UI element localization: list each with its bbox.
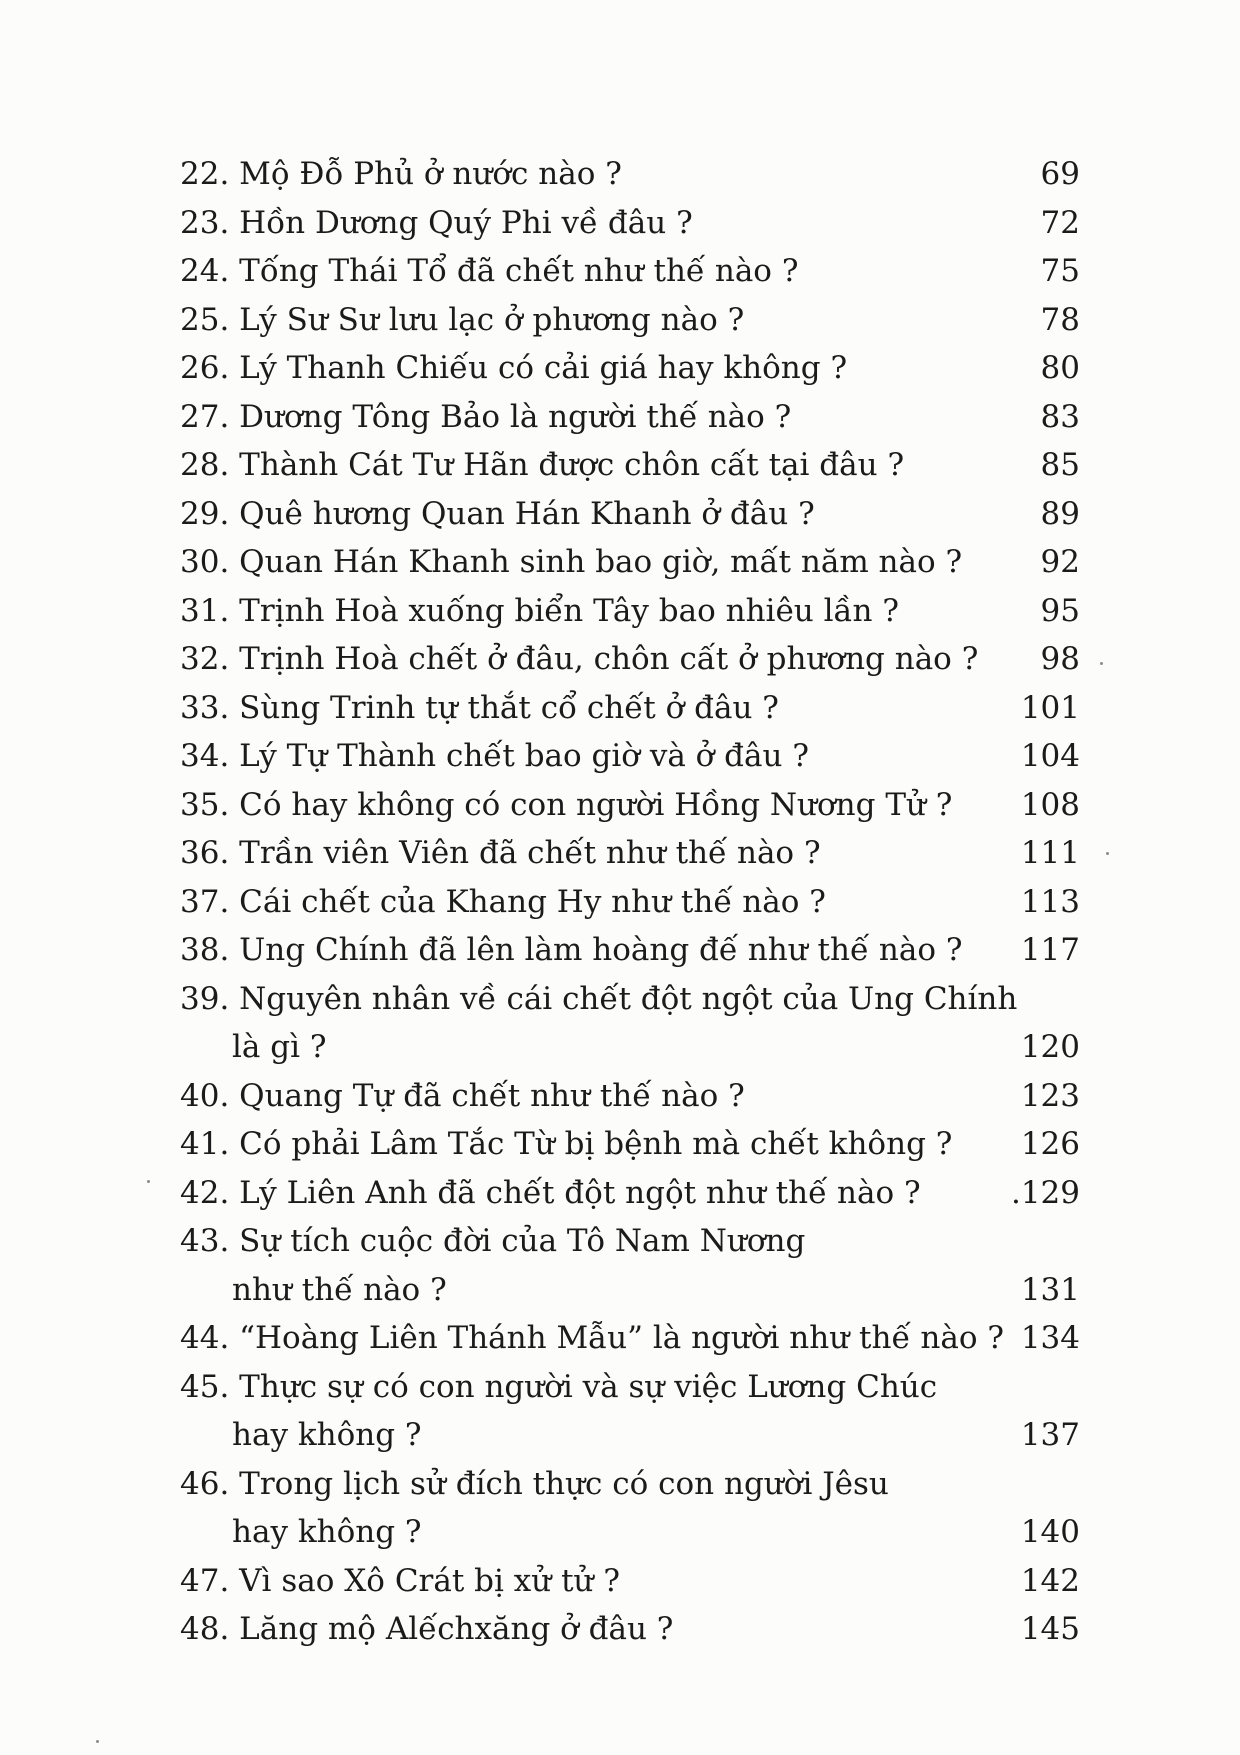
toc-entry-text: Thành Cát Tư Hãn được chôn cất tại đâu ? <box>239 447 905 483</box>
toc-entry-text: Mộ Đỗ Phủ ở nước nào ? <box>239 156 622 192</box>
toc-entry-text: Sự tích cuộc đời của Tô Nam Nương <box>239 1223 806 1259</box>
scan-speck <box>147 1180 150 1183</box>
toc-entry-text: Tống Thái Tổ đã chết như thế nào ? <box>239 253 799 289</box>
toc-entry <box>180 1171 1040 1215</box>
toc-entry-title <box>180 346 847 390</box>
toc-entry-title <box>180 880 826 924</box>
toc-entry <box>180 1365 1040 1409</box>
toc-entry-page-number: 142 <box>1020 1562 1080 1599</box>
toc-entry-text: Vì sao Xô Crát bị xử tử ? <box>239 1562 620 1599</box>
toc-entry-text: Lý Tự Thành chết bao giờ và ở đâu ? <box>239 738 809 774</box>
toc-entry-page-number: 80 <box>1040 350 1080 386</box>
toc-entry-text: Có hay không có con người Hồng Nương Tử ? <box>239 786 953 823</box>
toc-entry-number: 22. <box>180 156 230 192</box>
toc-entry-text: Cái chết của Khang Hy như thế nào ? <box>239 883 826 920</box>
toc-entry <box>180 1559 1040 1603</box>
toc-entry-text: Thực sự có con người và sự việc Lương Chúc <box>239 1368 938 1405</box>
toc-entry-text: Quan Hán Khanh sinh bao giờ, mất năm nào ? <box>239 544 963 580</box>
toc-entry-text: Sùng Trinh tự thắt cổ chết ở đâu ? <box>239 689 779 726</box>
toc-entry-page-number: 69 <box>1040 156 1080 192</box>
toc-entry-number: 43. <box>180 1223 230 1259</box>
toc-entry-page-number: 83 <box>1040 398 1080 435</box>
toc-entry-page-number: 85 <box>1040 447 1080 483</box>
toc-entry-page-number: .129 <box>1010 1174 1080 1211</box>
toc-entry-text: Có phải Lâm Tắc Từ bị bệnh mà chết không ? <box>239 1126 953 1162</box>
toc-entry-title <box>180 1462 889 1506</box>
toc-entry-number: 45. <box>180 1368 230 1405</box>
toc-entry-text: “Hoàng Liên Thánh Mẫu” là người như thế nào ? <box>239 1320 1004 1356</box>
toc-entry-page-number: 126 <box>1020 1126 1080 1162</box>
toc-entry-number: 35. <box>180 786 230 823</box>
toc-entry-number: 30. <box>180 544 230 580</box>
toc-entry-text: Dương Tông Bảo là người thế nào ? <box>239 398 792 435</box>
toc-entry <box>180 298 1040 342</box>
toc-entry-page-number: 120 <box>1020 1029 1080 1065</box>
toc-entry-title <box>180 1122 952 1166</box>
toc-entry-text: Trịnh Hoà chết ở đâu, chôn cất ở phương nào ? <box>239 641 979 677</box>
toc-entry-title <box>180 540 962 584</box>
toc-entry-number: 24. <box>180 253 230 289</box>
toc-entry-continuation: như thế nào ? <box>232 1271 447 1308</box>
toc-entry-number: 31. <box>180 592 230 629</box>
toc-entry-page-number: 101 <box>1020 689 1080 726</box>
toc-entry-title <box>180 783 952 827</box>
toc-entry <box>180 977 1040 1021</box>
toc-entry <box>180 831 1040 875</box>
toc-entry-page-number: 131 <box>1020 1271 1080 1308</box>
toc-entry-continuation: hay không ? <box>232 1417 422 1453</box>
toc-entry-text: Trịnh Hoà xuống biển Tây bao nhiêu lần ? <box>239 592 899 629</box>
toc-entry-continuation: là gì ? <box>232 1029 327 1065</box>
toc-entry-title <box>180 589 899 633</box>
toc-entry-text: Quê hương Quan Hán Khanh ở đâu ? <box>239 495 815 532</box>
toc-entry-page-number: 95 <box>1040 592 1080 629</box>
toc-entry <box>180 443 1040 487</box>
toc-entry-title <box>180 298 744 342</box>
toc-entry <box>180 880 1040 924</box>
toc-entry <box>180 395 1040 439</box>
toc-entry <box>180 346 1040 390</box>
toc-entry-page-number: 145 <box>1020 1611 1080 1647</box>
toc-entry-text: Trần viên Viên đã chết như thế nào ? <box>239 835 821 871</box>
toc-entry-number: 44. <box>180 1320 230 1356</box>
toc-entry-number: 27. <box>180 398 230 435</box>
toc-entry-number: 25. <box>180 301 230 338</box>
toc-entry-text: Trong lịch sử đích thực có con người Jêsu <box>239 1465 889 1502</box>
toc-entry-title <box>180 686 779 730</box>
toc-entry-number: 47. <box>180 1562 230 1599</box>
scan-speck <box>96 1740 99 1743</box>
toc-entry-number: 41. <box>180 1126 230 1162</box>
toc-entry-title <box>180 1316 1004 1360</box>
toc-entry-title <box>180 1365 937 1409</box>
toc-entry <box>180 1316 1040 1360</box>
toc-entry-title <box>180 1559 620 1603</box>
toc-entry-number: 40. <box>180 1077 230 1114</box>
toc-entry-title <box>180 1074 745 1118</box>
toc-entry-number: 39. <box>180 980 230 1017</box>
toc-entry-title <box>180 1607 673 1651</box>
toc-entry-number: 29. <box>180 495 230 532</box>
toc-entry-number: 34. <box>180 738 230 774</box>
toc-entry <box>180 734 1040 778</box>
toc-entry-number: 26. <box>180 350 230 386</box>
toc-entry-page-number: 117 <box>1020 932 1080 968</box>
toc-entry-continuation: hay không ? <box>232 1514 422 1550</box>
toc-entry-page-number: 92 <box>1040 544 1080 580</box>
toc-entry <box>180 540 1040 584</box>
toc-entry-text: Nguyên nhân về cái chết đột ngột của Ung Chính <box>239 980 1018 1017</box>
toc-entry-page-number: 98 <box>1040 641 1080 677</box>
toc-entry-page-number: 123 <box>1020 1077 1080 1114</box>
toc-entry <box>180 1462 1040 1506</box>
toc-entry <box>180 1607 1040 1651</box>
toc-entry-number: 23. <box>180 204 230 241</box>
toc-entry-title <box>180 492 815 536</box>
toc-entry-page-number: 111 <box>1020 835 1080 871</box>
toc-entry-text: Lý Thanh Chiếu có cải giá hay không ? <box>239 350 848 386</box>
toc-entry-title <box>180 249 798 293</box>
toc-entry <box>180 686 1040 730</box>
toc-entry-number: 48. <box>180 1611 230 1647</box>
toc-entry <box>180 249 1040 293</box>
toc-entry-page-number: 72 <box>1040 204 1080 241</box>
toc-entry-page-number: 108 <box>1020 786 1080 823</box>
toc-entry-text: Quang Tự đã chết như thế nào ? <box>239 1077 745 1114</box>
toc-entry-number: 42. <box>180 1174 230 1211</box>
toc-entry-text: Lý Sư Sư lưu lạc ở phương nào ? <box>239 301 745 338</box>
toc-entry-text: Lý Liên Anh đã chết đột ngột như thế nào ? <box>239 1174 921 1211</box>
toc-entry-number: 38. <box>180 932 230 968</box>
toc-entry-text: Hồn Dương Quý Phi về đâu ? <box>239 204 693 241</box>
toc-entry <box>180 201 1040 245</box>
toc-entry <box>180 492 1040 536</box>
toc-entry-page-number: 140 <box>1020 1514 1080 1550</box>
toc-entry <box>180 152 1040 196</box>
toc-entry <box>180 1122 1040 1166</box>
toc-entry-number: 32. <box>180 641 230 677</box>
toc-entry-text: Ung Chính đã lên làm hoàng đế như thế nào ? <box>239 932 963 968</box>
toc-entry-title <box>180 1219 805 1263</box>
toc-entry-page-number: 78 <box>1040 301 1080 338</box>
toc-entry-title <box>180 443 904 487</box>
toc-entry-title <box>180 734 809 778</box>
toc-entry <box>180 589 1040 633</box>
toc-entry-title <box>180 637 978 681</box>
scan-speck <box>1106 852 1109 855</box>
toc-entry-number: 37. <box>180 883 230 920</box>
toc-entry <box>180 1219 1040 1263</box>
toc-entry-page-number: 75 <box>1040 253 1080 289</box>
toc-entry-title <box>180 152 622 196</box>
toc-entry-page-number: 134 <box>1020 1320 1080 1356</box>
toc-entry-page-number: 89 <box>1040 495 1080 532</box>
toc-entry <box>180 783 1040 827</box>
toc-entry-title <box>180 928 962 972</box>
scan-speck <box>1100 662 1103 665</box>
toc-entry-title <box>180 201 693 245</box>
toc-entry-number: 46. <box>180 1465 230 1502</box>
toc-entry <box>180 1074 1040 1118</box>
toc-entry-number: 33. <box>180 689 230 726</box>
toc-entry-title <box>180 395 791 439</box>
toc-entry-number: 28. <box>180 447 230 483</box>
toc-entry <box>180 637 1040 681</box>
toc-entry-title <box>180 831 821 875</box>
toc-entry-number: 36. <box>180 835 230 871</box>
toc-entry <box>180 928 1040 972</box>
toc-entry-title <box>180 1171 921 1215</box>
toc-entry-page-number: 104 <box>1020 738 1080 774</box>
toc-entry-page-number: 137 <box>1020 1417 1080 1453</box>
toc-entry-text: Lăng mộ Alếchxăng ở đâu ? <box>239 1611 674 1647</box>
toc-entry-page-number: 113 <box>1020 883 1080 920</box>
toc-entry-title <box>180 977 1017 1021</box>
